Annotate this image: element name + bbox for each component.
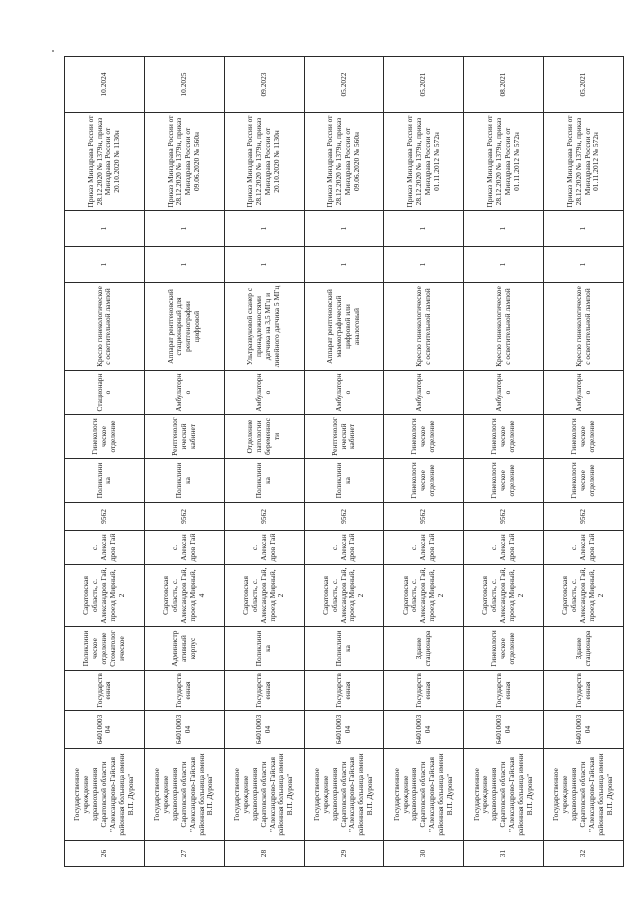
table-cell: Амбулаторно [224, 371, 304, 415]
table-cell: Поликлиника [224, 627, 304, 671]
table-cell: Поликлиника [65, 459, 145, 503]
table-cell: 1 [65, 211, 145, 247]
table-row [544, 57, 624, 867]
table-cell: 9562 [224, 503, 304, 531]
table-cell: Государственная [464, 671, 544, 711]
table-cell: Государственная [224, 671, 304, 711]
table-cell: Амбулаторно [384, 371, 464, 415]
table-cell: Аппарат рентгеновский стационарный для рентгенографии цифровой [144, 283, 224, 371]
table-cell: Саратовская область, с. Александров Гай, проезд Мирный, 2 [384, 565, 464, 627]
table-cell: Приказ Минздрава России от 28.12.2020 № 1379н, приказ Минздрава России от 20.10.2020 № 1130н [65, 113, 145, 211]
table-cell: 9562 [65, 503, 145, 531]
table-cell: Аппарат рентгеновский маммографический цифровой или аналоговый [304, 283, 384, 371]
table-cell: Гинекологическое отделение [464, 415, 544, 459]
table-cell: 1 [384, 247, 464, 283]
table-cell: 9562 [464, 503, 544, 531]
table-cell: Саратовская область, с. Александров Гай, проезд Мирный, 2 [464, 565, 544, 627]
table-cell: Гинекологическое отделение [65, 415, 145, 459]
table-cell: Рентгенологический кабинет [144, 415, 224, 459]
table-cell: 6401000304 [384, 711, 464, 749]
record-number-cell: 27 [144, 841, 224, 867]
table-cell: 6401000304 [65, 711, 145, 749]
table-cell: Государственное учреждение здравоохранения Саратовской области "Александрово-Гайская районная больница имени В.П. Дурова" [384, 749, 464, 841]
table-row [224, 57, 304, 867]
table-cell: Кресло гинекологическое с осветительной лампой [65, 283, 145, 371]
table-cell: 1 [65, 247, 145, 283]
table-cell: Саратовская область, с. Александров Гай, проезд Мирный, 4 [144, 565, 224, 627]
table-cell: Гинекологическое отделение [544, 415, 624, 459]
table-cell: Поликлиническое отделение Стоматологическое [65, 627, 145, 671]
table-cell: с. Александров Гай [65, 531, 145, 565]
table-cell: с. Александров Гай [464, 531, 544, 565]
table-cell: 05.2021 [384, 57, 464, 113]
table-cell: Здание стационара [384, 627, 464, 671]
record-number-cell: 28 [224, 841, 304, 867]
table-cell: Государственное учреждение здравоохранения Саратовской области "Александрово-Гайская районная больница имени В.П. Дурова" [144, 749, 224, 841]
table-cell: с. Александров Гай [304, 531, 384, 565]
table-cell: Приказ Минздрава России от 28.12.2020 № 1379н, приказ Минздрава России от 01.11.2012 № 572н [544, 113, 624, 211]
table-cell: 1 [144, 211, 224, 247]
table-cell: Государственная [384, 671, 464, 711]
table-cell: Административный корпус [144, 627, 224, 671]
table-row [304, 57, 384, 867]
table-cell: 9562 [384, 503, 464, 531]
table-cell: 09.2023 [224, 57, 304, 113]
table-cell: 9562 [144, 503, 224, 531]
record-number-cell: 26 [65, 841, 145, 867]
record-number-cell: 30 [384, 841, 464, 867]
table-cell: 1 [464, 247, 544, 283]
table-cell: Амбулаторно [304, 371, 384, 415]
table-cell: Гинекологическое отделение [544, 459, 624, 503]
record-number-cell: 32 [544, 841, 624, 867]
table-cell: Поликлиника [144, 459, 224, 503]
table-cell: 1 [464, 211, 544, 247]
table-cell: 6401000304 [464, 711, 544, 749]
table-cell: Поликлиника [304, 459, 384, 503]
table-cell: 1 [544, 247, 624, 283]
table-cell: Кресло гинекологическое с осветительной лампой [464, 283, 544, 371]
table-cell: с. Александров Гай [224, 531, 304, 565]
table-cell: Государственная [65, 671, 145, 711]
table-cell: Здание стационара [544, 627, 624, 671]
record-number-cell: 31 [464, 841, 544, 867]
table-cell: 1 [224, 211, 304, 247]
equipment-register-table [64, 56, 624, 867]
table-cell: 1 [224, 247, 304, 283]
table-cell: Государственная [544, 671, 624, 711]
register-body [65, 57, 624, 867]
table-cell: 1 [384, 211, 464, 247]
table-cell: с. Александров Гай [144, 531, 224, 565]
table-cell: 9562 [544, 503, 624, 531]
table-cell: Приказ Минздрава России от 28.12.2020 № 1379н, приказ Минздрава России от 01.11.2012 № 572н [464, 113, 544, 211]
table-cell: 6401000304 [544, 711, 624, 749]
table-cell: 10.2025 [144, 57, 224, 113]
table-cell: Приказ Минздрава России от 28.12.2020 № 1379н, приказ Минздрава России от 01.11.2012 № 572н [384, 113, 464, 211]
table-cell: Поликлиника [224, 459, 304, 503]
table-cell: Саратовская область, с. Александров Гай, проезд Мирный, 2 [544, 565, 624, 627]
table-cell: Кресло гинекологическое с осветительной лампой [544, 283, 624, 371]
table-cell: 6401000304 [224, 711, 304, 749]
table-cell: Ультразвуковой сканер с принадлежностями датчика на 3,5 МГц и линейного датчика 5 МГц [224, 283, 304, 371]
table-cell: с. Александров Гай [544, 531, 624, 565]
table-cell: 1 [544, 211, 624, 247]
table-cell: Приказ Минздрава России от 28.12.2020 № 1379н, приказ Минздрава России от 09.06.2020 № 560н [304, 113, 384, 211]
table-row [384, 57, 464, 867]
table-cell: Государственное учреждение здравоохранения Саратовской области "Александрово-Гайская районная больница имени В.П. Дурова" [544, 749, 624, 841]
table-cell: 05.2021 [544, 57, 624, 113]
table-cell: Поликлиника [304, 627, 384, 671]
table-cell: Стационарно [65, 371, 145, 415]
table-cell: Государственное учреждение здравоохранения Саратовской области "Александрово-Гайская районная больница имени В.П. Дурова" [464, 749, 544, 841]
table-cell: Саратовская область, с. Александров Гай, проезд Мирный, 2 [65, 565, 145, 627]
table-cell: 1 [304, 247, 384, 283]
table-cell: Приказ Минздрава России от 28.12.2020 № 1379н, приказ Минздрава России от 09.06.2020 № 560н [144, 113, 224, 211]
table-cell: 1 [304, 211, 384, 247]
table-row [65, 57, 145, 867]
table-cell: Гинекологическое отделение [384, 415, 464, 459]
table-cell: 05.2022 [304, 57, 384, 113]
table-cell: Амбулаторно [544, 371, 624, 415]
table-cell: 6401000304 [144, 711, 224, 749]
table-cell: Гинекологическое отделение [464, 627, 544, 671]
table-cell: Отделение патологии беременности [224, 415, 304, 459]
table-cell: Саратовская область, с. Александров Гай, проезд Мирный, 2 [224, 565, 304, 627]
table-cell: с. Александров Гай [384, 531, 464, 565]
rotated-sheet [64, 57, 624, 867]
table-cell: 08.2021 [464, 57, 544, 113]
record-number-cell: 29 [304, 841, 384, 867]
table-cell: Государственная [304, 671, 384, 711]
table-cell: Гинекологическое отделение [384, 459, 464, 503]
table-cell: Приказ Минздрава России от 28.12.2020 № 1379н, приказ Минздрава России от 20.10.2020 № 1130н [224, 113, 304, 211]
table-cell: Кресло гинекологическое с осветительной лампой [384, 283, 464, 371]
table-cell: 1 [144, 247, 224, 283]
table-cell: 9562 [304, 503, 384, 531]
scan-speck [52, 50, 54, 52]
table-cell: Амбулаторно [144, 371, 224, 415]
table-cell: Государственная [144, 671, 224, 711]
table-cell: Государственное учреждение здравоохранения Саратовской области "Александрово-Гайская районная больница имени В.П. Дурова" [224, 749, 304, 841]
table-cell: Саратовская область, с. Александров Гай, проезд Мирный, 2 [304, 565, 384, 627]
table-row [464, 57, 544, 867]
table-cell: Государственное учреждение здравоохранения Саратовской области "Александрово-Гайская районная больница имени В.П. Дурова" [304, 749, 384, 841]
table-cell: Рентгенологический кабинет [304, 415, 384, 459]
table-cell: Амбулаторно [464, 371, 544, 415]
table-row [144, 57, 224, 867]
table-cell: 6401000304 [304, 711, 384, 749]
table-cell: Гинекологическое отделение [464, 459, 544, 503]
table-cell: Государственное учреждение здравоохранения Саратовской области "Александрово-Гайская районная больница имени В.П. Дурова" [65, 749, 145, 841]
table-cell: 10.2024 [65, 57, 145, 113]
